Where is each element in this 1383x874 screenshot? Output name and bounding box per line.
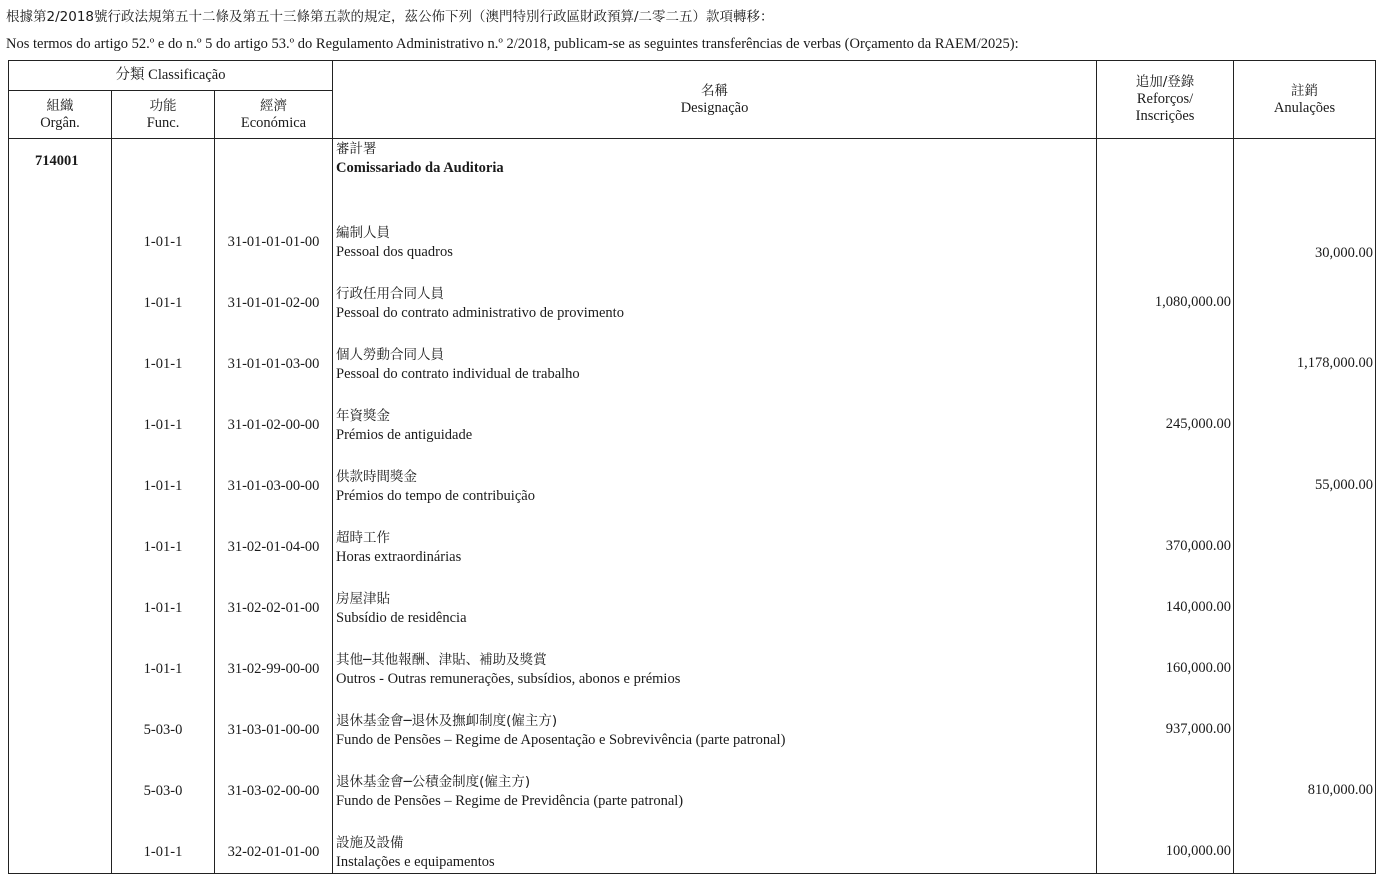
table-row (9, 446, 1376, 507)
designation-pt: Prémios do tempo de contribuição (336, 488, 535, 504)
annulment-amount (1234, 690, 1376, 751)
header-row-top (9, 61, 1376, 91)
intro-portuguese: Nos termos do artigo 52.º e do n.º 5 do artigo 53.º do Regulamento Administrativo n.º 2/2018, publicam-se as seguintes transferências de verbas (Orçamento da RAEM/2025): (6, 36, 1019, 52)
reinforcement-amount (1097, 324, 1234, 385)
annulment-amount (1234, 263, 1376, 324)
reinforcements-label-pt2: Inscrições (1135, 108, 1195, 124)
function-code: 1-01-1 (112, 812, 215, 874)
designation (333, 568, 1097, 629)
economic-code: 31-01-03-00-00 (215, 446, 333, 507)
economic-code: 31-01-02-00-00 (215, 385, 333, 446)
reinforcement-amount: 937,000.00 (1097, 690, 1234, 751)
designation-zh: 個人勞動合同人員 (336, 347, 445, 363)
designation (333, 629, 1097, 690)
reinforcement-amount (1097, 446, 1234, 507)
annulments-label-pt: Anulações (1273, 99, 1336, 116)
table-row (9, 629, 1376, 690)
designation (333, 690, 1097, 751)
row-organ-cell (9, 385, 112, 446)
row-organ-cell (9, 324, 112, 385)
designation (333, 324, 1097, 385)
designation-zh: 供款時間獎金 (336, 469, 418, 485)
intro-chinese: 根據第2/2018號行政法規第五十二條及第五十三條第五款的規定，茲公佈下列（澳門特別行政區財政預算/二零二五）款項轉移： (6, 9, 774, 25)
designation-zh: 其他─其他報酬、津貼、補助及獎賞 (336, 652, 547, 668)
designation-zh: 設施及設備 (336, 835, 404, 851)
economic-code: 31-03-02-00-00 (215, 751, 333, 812)
designation-pt: Outros - Outras remunerações, subsídios, abonos e prémios (336, 671, 681, 687)
row-organ-cell (9, 568, 112, 629)
table-row (9, 202, 1376, 263)
function-code: 5-03-0 (112, 751, 215, 812)
designation-pt: Fundo de Pensões – Regime de Previdência (parte patronal) (336, 793, 684, 809)
designation-label-zh: 名稱 (701, 82, 729, 99)
annulment-amount: 30,000.00 (1234, 202, 1376, 263)
economic-code: 31-02-01-04-00 (215, 507, 333, 568)
designation (333, 263, 1097, 324)
function-code: 1-01-1 (112, 568, 215, 629)
reinforcement-amount: 100,000.00 (1097, 812, 1234, 874)
header-organ (9, 91, 112, 139)
row-organ-cell (9, 507, 112, 568)
function-code: 1-01-1 (112, 507, 215, 568)
function-label-pt: Func. (146, 114, 180, 131)
header-classification (9, 61, 333, 91)
annulment-amount (1234, 385, 1376, 446)
header-annulments (1234, 61, 1376, 139)
header-designation (333, 61, 1097, 139)
economic-code: 31-03-01-00-00 (215, 690, 333, 751)
organ-label-zh: 組織 (46, 97, 74, 114)
table-row (9, 385, 1376, 446)
table-row (9, 568, 1376, 629)
annulment-amount (1234, 568, 1376, 629)
designation-pt: Fundo de Pensões – Regime de Aposentação e Sobrevivência (parte patronal) (336, 732, 786, 748)
annulment-amount (1234, 629, 1376, 690)
organ-row (9, 139, 1376, 203)
table-row (9, 812, 1376, 874)
reinforcement-amount (1097, 751, 1234, 812)
row-organ-cell (9, 812, 112, 874)
organ-name-pt (336, 159, 1094, 178)
function-code: 1-01-1 (112, 385, 215, 446)
designation-pt: Instalações e equipamentos (336, 854, 495, 870)
budget-transfer-table (8, 60, 1376, 874)
designation-pt: Pessoal do contrato individual de trabalho (336, 366, 580, 382)
organ-row-annul-empty (1234, 139, 1376, 203)
reinforcement-amount: 1,080,000.00 (1097, 263, 1234, 324)
economic-label-pt: Económica (240, 114, 307, 131)
designation-pt: Subsídio de residência (336, 610, 467, 626)
designation-pt: Pessoal dos quadros (336, 244, 453, 260)
economic-code: 32-02-01-01-00 (215, 812, 333, 874)
organ-name-zh: 審計署 (336, 141, 377, 157)
economic-code: 31-02-02-01-00 (215, 568, 333, 629)
function-code: 1-01-1 (112, 629, 215, 690)
organ-designation (333, 139, 1097, 203)
function-label-zh: 功能 (149, 97, 177, 114)
designation (333, 385, 1097, 446)
designation (333, 507, 1097, 568)
annulment-amount: 1,178,000.00 (1234, 324, 1376, 385)
annulment-amount: 55,000.00 (1234, 446, 1376, 507)
organ-label-pt: Orgân. (40, 114, 80, 131)
economic-code: 31-01-01-01-00 (215, 202, 333, 263)
economic-code: 31-01-01-03-00 (215, 324, 333, 385)
organ-row-reinf-empty (1097, 139, 1234, 203)
reinforcement-amount (1097, 202, 1234, 263)
header-function (112, 91, 215, 139)
designation-zh: 編制人員 (336, 225, 391, 241)
row-organ-cell (9, 446, 112, 507)
annulments-label-zh: 註銷 (1291, 82, 1319, 99)
reinforcement-amount: 140,000.00 (1097, 568, 1234, 629)
function-code: 1-01-1 (112, 202, 215, 263)
designation-zh: 退休基金會─退休及撫卹制度(僱主方) (336, 713, 558, 729)
annulment-amount (1234, 507, 1376, 568)
table-body (9, 139, 1376, 874)
annulment-amount: 810,000.00 (1234, 751, 1376, 812)
header-economic (215, 91, 333, 139)
designation-zh: 房屋津貼 (336, 591, 391, 607)
function-code: 1-01-1 (112, 324, 215, 385)
function-code: 1-01-1 (112, 263, 215, 324)
designation-label-pt: Designação (680, 99, 749, 116)
reinforcement-amount: 370,000.00 (1097, 507, 1234, 568)
designation (333, 202, 1097, 263)
table-row (9, 324, 1376, 385)
row-organ-cell (9, 690, 112, 751)
table-row (9, 263, 1376, 324)
organ-code: 714001 (9, 139, 112, 203)
economic-code: 31-02-99-00-00 (215, 629, 333, 690)
designation-pt: Prémios de antiguidade (336, 427, 473, 443)
table-row (9, 751, 1376, 812)
table-row (9, 690, 1376, 751)
designation-zh: 退休基金會─公積金制度(僱主方) (336, 774, 531, 790)
designation (333, 751, 1097, 812)
reinforcements-label-pt1: Reforços/ (1136, 91, 1194, 107)
function-code: 1-01-1 (112, 446, 215, 507)
reinforcement-amount: 245,000.00 (1097, 385, 1234, 446)
economic-label-zh: 經濟 (260, 97, 288, 114)
designation (333, 812, 1097, 874)
designation-zh: 行政任用合同人員 (336, 286, 445, 302)
row-organ-cell (9, 263, 112, 324)
reinforcement-amount: 160,000.00 (1097, 629, 1234, 690)
row-organ-cell (9, 202, 112, 263)
table-row (9, 507, 1376, 568)
organ-row-econ-empty (215, 139, 333, 203)
designation-pt: Horas extraordinárias (336, 549, 462, 565)
economic-code: 31-01-01-02-00 (215, 263, 333, 324)
annulment-amount (1234, 812, 1376, 874)
designation-zh: 年資獎金 (336, 408, 391, 424)
header-reinforcements (1097, 61, 1234, 139)
designation (333, 446, 1097, 507)
row-organ-cell (9, 629, 112, 690)
designation-zh: 超時工作 (336, 530, 391, 546)
row-organ-cell (9, 751, 112, 812)
classification-label: 分類 Classificação (115, 67, 226, 83)
organ-name-pt-bold: Comissariado da Auditoria (336, 160, 504, 176)
organ-row-func-empty (112, 139, 215, 203)
function-code: 5-03-0 (112, 690, 215, 751)
reinforcements-label-zh: 追加/登錄 (1135, 74, 1195, 90)
designation-pt: Pessoal do contrato administrativo de provimento (336, 305, 624, 321)
